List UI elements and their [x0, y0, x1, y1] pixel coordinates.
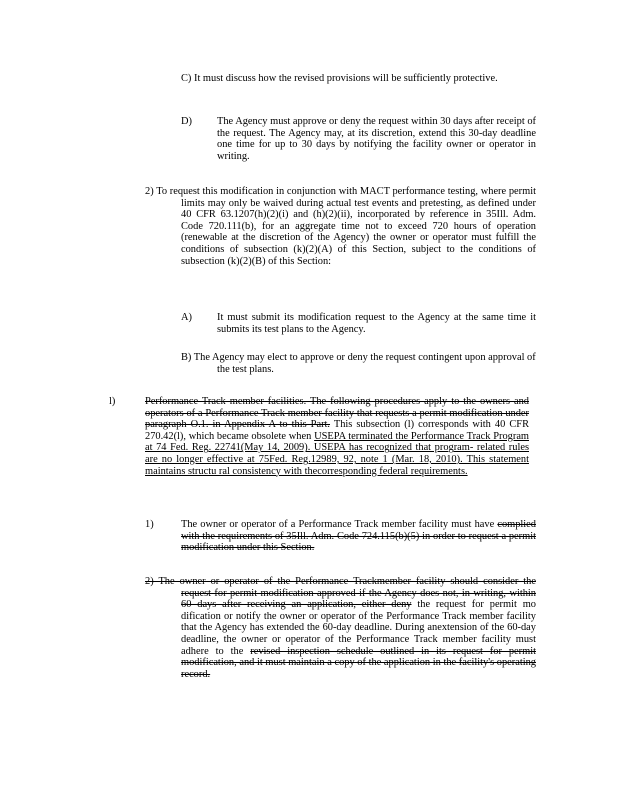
section-l-plain: This subsection (l) corresponds with 40 CFR 270.42(l), which became obsolete when	[145, 419, 529, 442]
item-l1-text	[181, 519, 536, 554]
item-l1-label: 1)	[145, 519, 154, 530]
item-d-text: The Agency must approve or deny the request within 30 days after receipt of the request. The Agency may, at its discretion, extend this 30-day deadline one time for up to 30 days by notifying the facility owner or operator in writing.	[217, 116, 536, 162]
item-l2-struck-b: revised inspection schedule outlined in its request for permit modification, and it must maintain a copy of the application in the facility's operating record.	[181, 645, 536, 680]
item-l1-struck: complied with the requirements of 35Ill. Adm. Code 724.115(b)(5) in order to request a permit modification under this Section.	[181, 519, 536, 554]
item-d-label: D)	[181, 116, 192, 127]
item-l2-plain: the request for permit mo dification or notify the owner or operator of the Performance Track member facility that the Agency has extended the 60-day deadline. During anextension of the 60-day deadline, the owner or operator of the Performance Track member facility must adhere to the	[181, 599, 536, 657]
item-2a-label: A)	[181, 312, 192, 323]
section-l-label: l)	[109, 396, 116, 407]
item-l1-plain: The owner or operator of a Performance Track member facility must have	[181, 519, 495, 530]
item-c: C) It must discuss how the revised provisions will be sufficiently protective.	[181, 73, 498, 84]
section-l-text	[145, 396, 529, 477]
item-2: 2) To request this modification in conjunction with MACT performance testing, where permit limits may only be waived during actual test events and pretesting, as defined under 40 CFR 63.1207(h)(2)(i) and (h)(2)(ii), incorporated by reference in 35Ill. Adm. Code 720.111(b), for an aggregate time not to exceed 720 hours of operation (renewable at the discretion of the Agency) the owner or operator must fulfill the conditions of subsection (k)(2)(A) of this Section, subject to the conditions of subsection (k)(2)(B) of this Section:	[145, 186, 536, 267]
item-l2-struck-a: 2) The owner or operator of the Performance Trackmember facility should consider the request for permit modification approved if the Agency does not, in writing, within 60 days after receiving an application, either deny	[145, 576, 536, 611]
item-2a-text: It must submit its modification request to the Agency at the same time it submits its test plans to the Agency.	[217, 312, 536, 335]
item-l2	[145, 576, 536, 680]
section-l-added: USEPA terminated the Performance Track Program at 74 Fed. Reg. 22741(May 14, 2009). USEPA has recognized that program- related rules are no longer effective at 75Fed. Reg.12989, 92, note 1 (Mar. 18, 2010). This statement maintains structu ral consistency with thecorresponding federal requirements.	[145, 430, 530, 477]
section-l-struck: Performance Track member facilities. The following procedures apply to the owners and operators of a Performance Track member facility that requests a permit modification under paragraph O.1. in Appendix A to this Part.	[145, 396, 529, 431]
item-2b: B) The Agency may elect to approve or deny the request contingent upon approval of the test plans.	[181, 352, 536, 375]
